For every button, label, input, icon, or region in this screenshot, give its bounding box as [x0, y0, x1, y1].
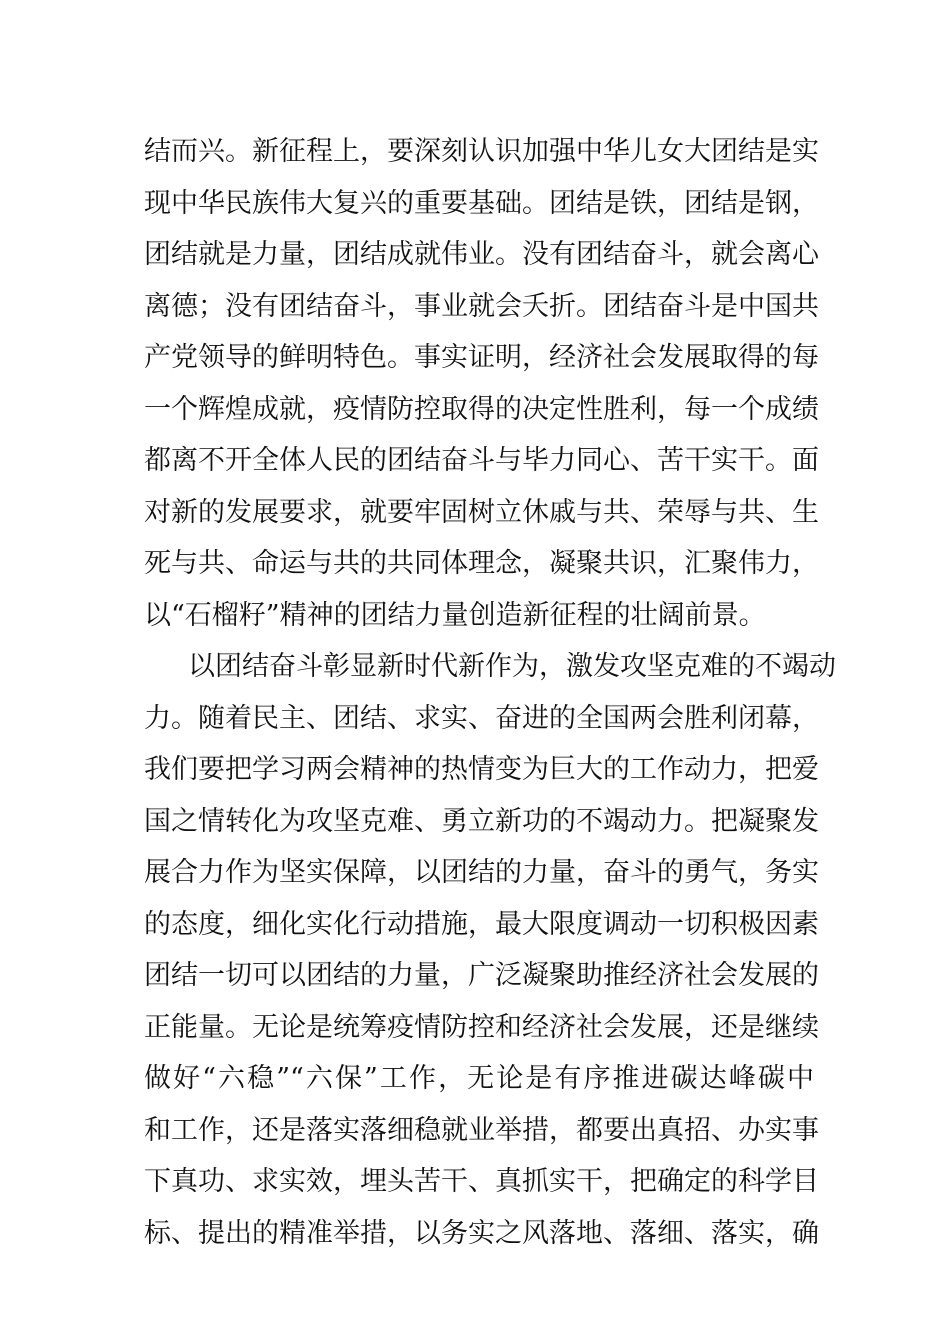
paragraph-line: 现中华民族伟大复兴的重要基础。团结是铁，团结是钢，	[144, 187, 819, 219]
paragraph-line: 死与共、命运与共的共同体理念，凝聚共识，汇聚伟力，	[144, 548, 819, 579]
document-body	[144, 126, 836, 1259]
paragraph-line: 的态度，细化实化行动措施，最大限度调动一切积极因素	[144, 908, 819, 940]
paragraph-line: 我们要把学习两会精神的热情变为巨大的工作动力，把爱	[144, 754, 819, 785]
paragraph-line: 离德；没有团结奋斗，事业就会夭折。团结奋斗是中国共	[144, 290, 819, 322]
paragraph-line: 对新的发展要求，就要牢固树立休戚与共、荣辱与共、生	[144, 496, 819, 528]
paragraph-line: 标、提出的精准举措，以务实之风落地、落细、落实，确	[144, 1217, 819, 1249]
paragraph-line: 一个辉煌成就，疫情防控取得的决定性胜利，每一个成绩	[144, 393, 819, 425]
paragraph-line: 正能量。无论是统筹疫情防控和经济社会发展，还是继续	[144, 1011, 819, 1043]
paragraph-line: 以团结奋斗彰显新时代新作为，激发攻坚克难的不竭动	[188, 651, 836, 682]
paragraph-line: 和工作，还是落实落细稳就业举措，都要出真招、办实事	[144, 1114, 819, 1146]
paragraph-line: 下真功、求实效，埋头苦干、真抓实干，把确定的科学目	[144, 1166, 819, 1197]
paragraph-line: 结而兴。新征程上，要深刻认识加强中华儿女大团结是实	[144, 136, 819, 167]
paragraph-line: 团结一切可以团结的力量，广泛凝聚助推经济社会发展的	[144, 960, 819, 991]
paragraph-line: 团结就是力量，团结成就伟业。没有团结奋斗，就会离心	[144, 239, 819, 270]
paragraph-line: 展合力作为坚实保障，以团结的力量，奋斗的勇气，务实	[144, 857, 819, 888]
paragraph-line: 做好“六稳”“六保”工作，无论是有序推进碳达峰碳中	[144, 1063, 814, 1094]
paragraph-line: 都离不开全体人民的团结奋斗与毕力同心、苦干实干。面	[144, 445, 819, 476]
paragraph-line: 以“石榴籽”精神的团结力量创造新征程的壮阔前景。	[144, 599, 766, 631]
paragraph-2	[144, 641, 836, 1259]
paragraph-1	[144, 126, 819, 641]
paragraph-line: 国之情转化为攻坚克难、勇立新功的不竭动力。把凝聚发	[144, 805, 819, 837]
paragraph-line: 力。随着民主、团结、求实、奋进的全国两会胜利闭幕，	[144, 702, 819, 734]
paragraph-line: 产党领导的鲜明特色。事实证明，经济社会发展取得的每	[144, 342, 819, 373]
